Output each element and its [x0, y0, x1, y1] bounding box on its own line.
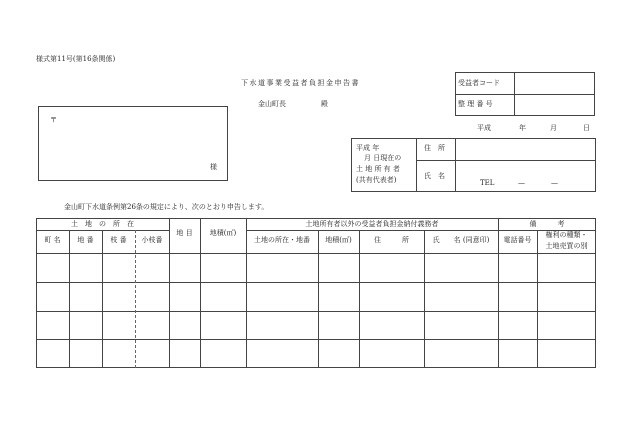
col-koedaban: 小枝番	[141, 236, 163, 244]
form-number: 様式第11号(第16条関係)	[36, 55, 116, 63]
date-year: 年	[519, 124, 526, 132]
tel-dash-2: —	[551, 179, 558, 187]
table-row[interactable]	[37, 254, 595, 281]
addressee-honorific: 殿	[321, 100, 328, 108]
postal-mark: 〒	[50, 116, 57, 124]
owner-label-line4: (共有代表者)	[356, 176, 397, 184]
col-rights-line1: 権利の種類・	[545, 231, 588, 239]
col-area: 地積(㎡)	[209, 229, 237, 237]
owner-name-field[interactable]	[456, 161, 595, 175]
owner-label-line1: 平成 年	[356, 144, 380, 152]
col-obligor-name: 氏 名 (同意印)	[432, 236, 490, 244]
col-chimoku: 地 目	[176, 229, 193, 237]
serial-number-field[interactable]	[515, 95, 594, 115]
owner-name-label: 氏 名	[424, 172, 445, 180]
col-obligor-area: 地積(㎡)	[325, 236, 352, 244]
owner-address-label: 住 所	[424, 144, 445, 152]
date-day: 日	[583, 124, 590, 132]
page-title: 下水道事業受益者負担金申告書	[241, 79, 360, 87]
tel-label: TEL	[480, 179, 495, 187]
land-location-header: 土 地 の 所 在	[71, 220, 134, 228]
table-row[interactable]	[37, 312, 595, 338]
table-row[interactable]	[37, 283, 595, 310]
col-obligor-address: 住 所	[374, 236, 409, 244]
obligor-header: 土地所有者以外の受益者負担金納付義務者	[305, 220, 439, 228]
col-phone: 電話番号	[503, 236, 532, 244]
col-edaban: 枝 番	[110, 236, 127, 244]
col-rights-line2: 土地売買の別	[545, 242, 588, 250]
owner-address-field[interactable]	[456, 139, 595, 159]
date-era: 平成	[477, 124, 491, 132]
addressee-town-mayor: 金山町長	[258, 100, 286, 108]
recipient-code-field[interactable]	[515, 73, 594, 93]
date-month: 月	[550, 124, 557, 132]
col-chiban: 地 番	[77, 236, 94, 244]
owner-label-line3: 土 地 所 有 者	[356, 165, 400, 173]
recipient-code-label: 受益者コード	[458, 79, 500, 87]
sama-label: 様	[210, 163, 217, 171]
owner-label-line2: 月 日現在の	[364, 154, 402, 162]
mailing-address-box[interactable]	[38, 106, 228, 181]
tel-dash-1: —	[518, 179, 525, 187]
remarks-header: 備 考	[529, 220, 565, 228]
statement-text: 金山町下水道条例第26条の規定により、次のとおり申告します。	[64, 203, 269, 211]
col-town-name: 町 名	[44, 236, 61, 244]
col-obligor-location: 土地の所在・地番	[254, 236, 310, 244]
table-row[interactable]	[37, 340, 595, 367]
serial-number-label: 整 理 番 号	[458, 100, 493, 108]
